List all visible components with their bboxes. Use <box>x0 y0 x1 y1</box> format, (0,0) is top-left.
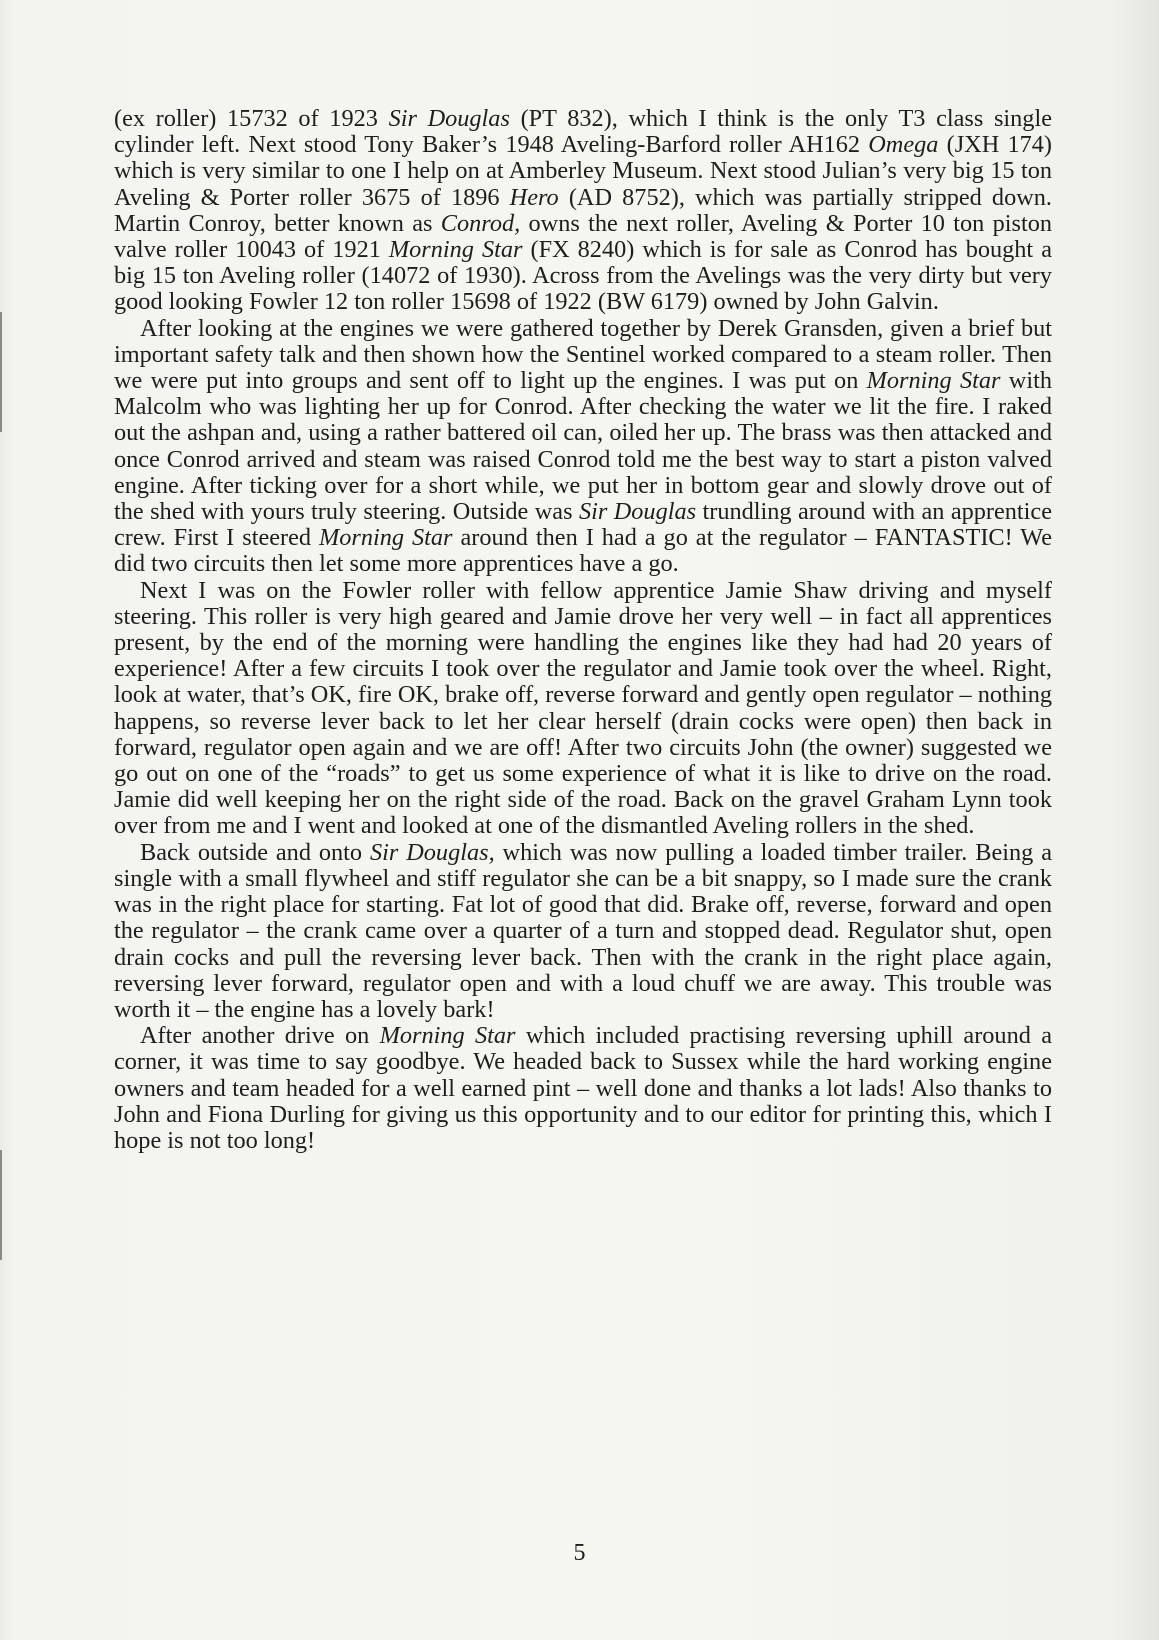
italic-title-text: Conrod, <box>440 209 521 237</box>
paragraph-text: trundling around with an apprentice crew. First I steered <box>114 498 1052 552</box>
paragraph-text: which was now pulling a loaded timber trailer. Being a single with a small flywheel and stiff regulator she can be a bit snappy, so I made sure the crank was in the right place for starting. Fat lot of good that did. Brake off, reverse, forward and open the regulator – the crank came over a quarter of a turn and stopped dead. Regulator shut, open drain cocks and pull the reversing lever back. Then with the crank in the right place again, reversing lever forward, regulator open and with a loud chuff we are away. This trouble was worth it – the engine has a lovely bark! <box>114 838 1052 1023</box>
paragraph <box>114 840 1052 1023</box>
article-body <box>114 106 1052 1154</box>
scan-edge-mark <box>0 312 2 432</box>
paragraph-text: (ex roller) 15732 of 1923 <box>114 105 389 132</box>
italic-title-text: Morning Star <box>388 236 523 264</box>
italic-title-text: Omega <box>868 131 939 159</box>
paragraph-text: (PT 832), which I think is the only T3 class single cylinder left. Next stood Tony Baker’s 1948 Aveling-Barford roller AH162 <box>114 105 1052 159</box>
italic-title-text: Sir Douglas, <box>369 838 495 866</box>
paragraph-text: After looking at the engines we were gathered together by Derek Gransden, given a brief but important safety talk and then shown how the Sentinel worked compared to a steam roller. Then we were put into groups and sent off to light up the engines. I was put on <box>114 314 1052 395</box>
italic-title-text: Morning Star <box>379 1022 516 1050</box>
paragraph-text: owns the next roller, Aveling & Porter 10 ton piston valve roller 10043 of 1921 <box>114 209 1052 264</box>
paragraph-text: (AD 8752), which was partially stripped down. Martin Conroy, better known as <box>114 183 1052 237</box>
paragraph-text: around then I had a go at the regulator – FANTASTIC! We did two circuits then let some more apprentices have a go. <box>114 524 1052 578</box>
italic-title-text: Hero <box>509 183 559 211</box>
italic-title-text: Sir Douglas <box>388 105 510 132</box>
italic-title-text: Morning Star <box>866 367 1001 395</box>
paragraph <box>114 106 1052 316</box>
paragraph-text: which included practising reversing uphill around a corner, it was time to say goodbye. We headed back to Sussex while the hard working engine owners and team headed for a well earned pint – well done and thanks a lot lads! Also thanks to John and Fiona Durling for giving us this opportunity and to our editor for printing this, which I hope is not too long! <box>114 1022 1052 1154</box>
paragraph-text: (JXH 174) which is very similar to one I help on at Amberley Museum. Next stood Julian’s very big 15 ton Aveling & Porter roller 3675 of 1896 <box>114 131 1052 211</box>
paragraph-text: (FX 8240) which is for sale as Conrod has bought a big 15 ton Aveling roller (14072 of 1930). Across from the Avelings was the very dirty but very good looking Fowler 12 ton roller 15698 of 1922 (BW 6179) owned by John Galvin. <box>114 236 1052 316</box>
paragraph-text: with Malcolm who was lighting her up for Conrod. After checking the water we lit the fire. I raked out the ashpan and, using a rather battered oil can, oiled her up. The brass was then attacked and once Conrod arrived and steam was raised Conrod told me the best way to start a piston valved engine. After ticking over for a short while, we put her in bottom gear and slowly drove out of the shed with yours truly steering. Outside was <box>114 367 1052 526</box>
paragraph-text: Back outside and onto <box>140 838 370 866</box>
scan-edge-mark <box>0 1150 2 1260</box>
paragraph-text: After another drive on <box>140 1022 380 1050</box>
paragraph <box>114 1023 1052 1154</box>
paragraph-text: Next I was on the Fowler roller with fellow apprentice Jamie Shaw driving and myself steering. This roller is very high geared and Jamie drove her very well – in fact all apprentices present, by the end of the morning were handling the engines like they had had 20 years of experience! After a few circuits I took over the regulator and Jamie took over the wheel. Right, look at water, that’s OK, fire OK, brake off, reverse forward and gently open regulator – nothing happens, so reverse lever back to let her clear herself (drain cocks were open) then back in forward, regulator open again and we are off! After two circuits John (the owner) suggested we go out on one of the “roads” to get us some experience of what it is like to drive on the road. Jamie did well keeping her on the right side of the road. Back on the gravel Graham Lynn took over from me and I went and looked at one of the dismantled Aveling rollers in the shed. <box>114 576 1052 840</box>
paragraph <box>114 578 1052 840</box>
page-number: 5 <box>573 1540 586 1566</box>
italic-title-text: Sir Douglas <box>578 498 697 526</box>
italic-title-text: Morning Star <box>319 524 453 552</box>
paragraph <box>114 316 1052 578</box>
